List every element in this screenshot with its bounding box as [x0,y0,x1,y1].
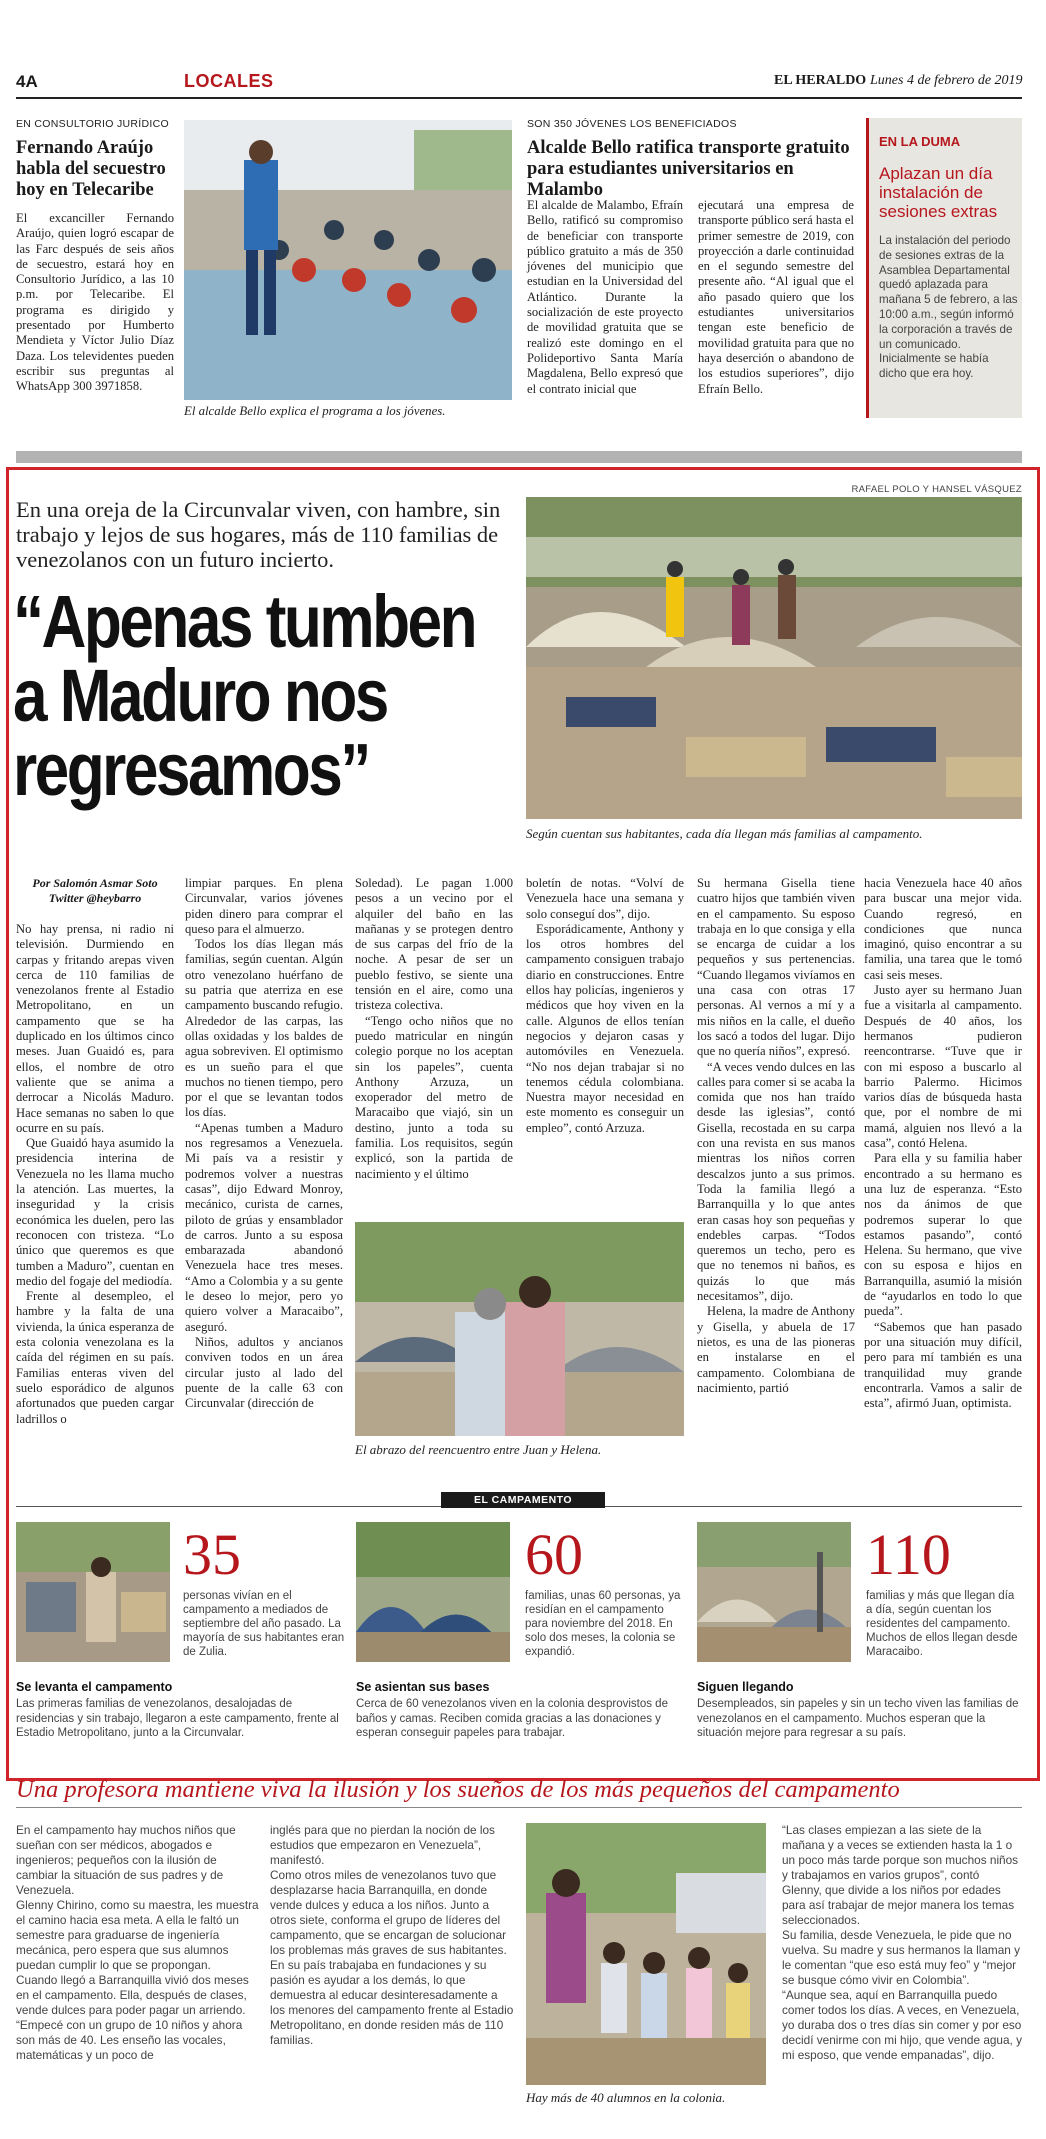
issue-date: Lunes 4 de febrero de 2019 [870,73,1023,88]
feature-col-5 [697,876,855,1396]
lower-col-4: “Las clases empiezan a las siete de la mañana y a veces se extienden hasta la 1 o un poco más tarde porque son muchos niños y trabajamos en varios grupos”, contó Glenny, que divide a los niños por edades para así trabajar de mejor manera los temas seleccionados. Su familia, desde Venezuela, le pide que no vuelva. Su madre y sus hermanos la llaman y le comentan “que eso está muy feo” y “mejor se busque cómo vivir en Colombia”. “Aunque sea, aquí en Barranquilla puedo comer todos los días. A veces, en Venezuela, yo duraba dos o tres días sin comer y por eso decidí venirme con mi hijo, que vende agua, y mi esposo, que vende empanadas”, dijo. [782,1823,1023,2062]
stage-heading-2: Se asientan sus bases [356,1680,490,1694]
paragraph: Frente al desempleo, el hambre y la falta de una vivienda, la única esperanza de esta colonia venezolana es la caída del régimen en su país. Familias enteras viven del suelo esporádico de algunos afortunados que pueden cargar ladrillos o [16,1289,174,1426]
feature-col-3 [355,876,513,1182]
paragraph: “Apenas tumben a Maduro nos regresamos a Venezuela. Mi país va a resistir y podremos volver a nuestras casas”, dijo Edward Monroy, mecánico, curista de carnes, piloto de grúas y ensamblador de carros. Junto a su esposa embarazada abandonó Venezuela hace tres meses. “Amo a Colombia y a su gente le deseo lo mejor, pero yo quiero volver a Maracaibo”, aseguró. [185,1120,343,1334]
brief-kicker: EN CONSULTORIO JURÍDICO [16,118,169,130]
stat-number-2: 60 [525,1522,583,1587]
stat-text-3: familias y más que llegan día a día, según cuentan los residentes del campamento. Muchos de ellos llegan desde Maracaibo. [866,1590,1018,1658]
paragraph: Todos los días llegan más familias, según cuentan. Algún otro venezolano huérfano de su patria que aterriza en ese campamento buscando refugio. Alrededor de las carpas, las ollas oxidadas y los baldes de agua sobreviven. El optimismo es un sueño para el que muchos no tienen tiempo, pero por el que se levantan todos los días. [185,937,343,1120]
photo-reunion-hug [355,1222,684,1436]
paragraph: Soledad). Le pagan 1.000 pesos a un vecino por el alquiler del baño en las mañanas y se protegen dentro de sus carpas del frío de la noche. A pesar de ser un pueblo festivo, se siente una tensión en el aire, como una tristeza colectiva. [355,876,513,1013]
paragraph: limpiar parques. En plena Circunvalar, varios jóvenes piden dinero para comprar el queso para el almuerzo. [185,876,343,936]
transport-col1: El alcalde de Malambo, Efraín Bello, ratificó su compromiso de beneficiar con transporte público gratuito a más de 350 jóvenes del municipio que estudian en la Universidad del Atlántico. Durante la socialización de este proyecto de movilidad gratuita que se realizó este domingo en el Polideportivo Santa María Magdalena, Bello expresó que el contrato inicial que [527,198,683,396]
stage-heading-1: Se levanta el campamento [16,1680,173,1694]
photo-campamento-3 [697,1522,851,1662]
stat-number-3: 110 [866,1522,951,1587]
paragraph: “Sabemos que han pasado por una situación muy difícil, pero para mí también es una tranquilidad muy grande encontrarla. Vamos a salir de esta”, afirmó Juan, optimista. [864,1319,1022,1411]
photo-caption-hug: El abrazo del reencuentro entre Juan y Helena. [355,1442,602,1457]
paragraph: Justo ayer su hermano Juan fue a visitarla al campamento. Después de 40 años, los hermanos pudieron reencontrarse. “Tuve que ir con mi esposo a buscarlo al barrio Palermo. Hicimos varios días de búsqueda hasta que, por el nombre de mi mamá, alguien nos llevó a la casa”, contó Helena. [864,983,1022,1151]
masthead: EL HERALDO [774,73,867,88]
photo-campamento-1 [16,1522,170,1662]
paragraph: boletín de notas. “Volví de Venezuela hace una semana y solo conseguí dos”, dijo. [526,876,684,921]
brief-araujo [16,118,174,395]
paragraph: Esporádicamente, Anthony y los otros hombres del campamento consiguen trabajo diario en construcciones. Entre ellos hay policías, ingenieros y médicos que hoy viven en la calle. Algunos de ellos tenían negocios y dejaron casas y automóviles en Venezuela. “No nos dejan trabajar si no tenemos cédula colombiana. Nuestra mayor necesidad en este momento es conseguir un empleo”, contó Arzuza. [526,921,684,1135]
duma-headline[interactable]: Aplazan un día instalación de sesiones extras [879,164,998,221]
section-divider [16,451,1022,463]
byline-author: Por Salomón Asmar Soto [32,876,158,890]
byline [16,876,174,906]
duma-body: La instalación del periodo de sesiones extras de la Asamblea Departamental quedó aplazada para mañana 5 de febrero, a las 10:00 a.m., según informó la corporación a través de un comunicado. Inicialmente se había dicho que era hoy. [879,234,1018,381]
photo-camp [526,497,1022,819]
lower-col-2: inglés para que no pierdan la noción de los estudios que empezaron en Venezuela”, manifestó. Como otros miles de venezolanos tuvo que desplazarse hacia Barranquilla, en donde vende dulces y educa a los niños. Junto a otros siete, conforma el grupo de líderes del campamento, que se encargan de solucionar los problemas más graves de sus habitantes. En su país trabajaba en fundaciones y su pasión es ayudar a los demás, lo que demuestra al educar desinteresadamente a los menores del campamento frente al Estadio Metropolitano, en donde residen más de 110 familias. [270,1823,514,2047]
paragraph: “Tengo ocho niños que no puedo matricular en ningún colegio porque no los aceptan sin los papeles”, cuenta Anthony Arzuza, un exoperador del metro de Maracaibo que viajó, sin un destino, junto a toda su familia. Los requisitos, según explicó, son la partida de nacimiento y el último [355,1013,513,1181]
photo-caption-camp: Según cuentan sus habitantes, cada día llegan más familias al campamento. [526,826,923,841]
paragraph: hacia Venezuela hace 40 años para buscar una mejor vida. Cuando regresó, en condiciones que nunca imaginó, quiso encontrar a su familia, una tarea que le tomó casi seis meses. [864,876,1022,982]
photo-credit: RAFAEL POLO Y HANSEL VÁSQUEZ [851,484,1022,495]
feature-subhead: En una oreja de la Circunvalar viven, con hambre, sin trabajo y lejos de sus hogares, más de 110 familias de venezolanos con un futuro incierto. [16,497,501,572]
paragraph: Que Guaidó haya asumido la presidencia interina de Venezuela no les llama mucho la atención. Las muertes, la inseguridad y la crisis económica les duelen, pero las reconocen con tristeza. “Lo único que queremos es que tumben a Maduro”, cuentan en medio del fogaje del mediodía. [16,1136,174,1288]
feature-col-6 [864,876,1022,1411]
paragraph: No hay prensa, ni radio ni televisión. Durmiendo en carpas y fritando arepas viven cerca de 110 familias de venezolanos frente al Estadio Metropolitano, en un campamento que se ha duplicado en los últimos cinco meses. Juan Guaidó es, para ellos, el nombre de otro valiente que se anima a derrocar a Nicolás Maduro. Hace semanas no saben lo que ocurre en su país. [16,922,174,1135]
section-name: LOCALES [184,71,274,91]
paragraph: Niños, adultos y ancianos conviven todos en un área circular justo al lado del puente de la calle 63 con Circunvalar (dirección de [185,1334,343,1411]
transport-headline[interactable]: Alcalde Bello ratifica transporte gratuito para estudiantes universitarios en Malambo [527,138,850,200]
stat-text-1: personas vivían en el campamento a mediados de septiembre del año pasado. La mayoría de sus habitantes eran de Zulia. [183,1590,345,1658]
photo-campamento-2 [356,1522,510,1662]
feature-headline[interactable]: “Apenas tumben a Maduro nos regresamos” [13,580,476,811]
photo-mayor-bello [184,120,512,400]
page-number: 4A [16,72,38,91]
paragraph: Helena, la madre de Anthony y Gisella, y abuela de 17 nietos, es una de las pioneras en instalarse en el campamento. Colombiana de nacimiento, partió [697,1304,855,1395]
stat-number-1: 35 [183,1522,241,1587]
lower-headline-rule [16,1807,1022,1808]
photo-caption-mayor: El alcalde Bello explica el programa a los jóvenes. [184,404,446,418]
feature-col-2 [185,876,343,1411]
duma-kicker: EN LA DUMA [879,134,961,149]
paragraph: “A veces vendo dulces en las calles para comer si se acaba la comida que nos han traído desde las iglesias”, contó Gisella, recostada en su carpa con una revista en sus manos mientras los niños corren descalzos junto a sus primos. Toda la familia llegó a Barranquilla y lo que antes eran casas hoy son pequeñas y endebles carpas. “Todos queremos un techo, pero es que no tenemos ni baños, es quizás lo que más necesitamos”, dijo. [697,1059,855,1304]
stage-heading-3: Siguen llegando [697,1680,794,1694]
header-rule [16,97,1022,99]
feature-col-4 [526,876,684,1136]
campamento-label: EL CAMPAMENTO [441,1492,605,1508]
stage-body-2: Cerca de 60 venezolanos viven en la colonia desprovistos de baños y camas. Reciben comida gracias a las donaciones y esperan conseguir papeles para trabajar. [356,1698,668,1739]
feature-col-1 [16,922,174,1427]
paragraph: Su hermana Gisella tiene cuatro hijos que también viven en el campamento. Su esposo trabaja en lo que consiga y ella se encarga de cuidar a los pequeños y sus pertenencias. “Cuando llegamos vivíamos en una casa con otras 17 personas. Al vernos a mí y a mis niños en la calle, el dueño los sacó a todos del lugar. Dijo que no quería niños”, expresó. [697,876,855,1059]
brief-headline[interactable]: Fernando Araújo habla del secuestro hoy en Telecaribe [16,138,166,200]
lower-col-1: En el campamento hay muchos niños que sueñan con ser médicos, abogados e ingenieros; pequeños con la ilusión de cambiar la situación de sus padres y de Venezuela. Glenny Chirino, como su maestra, les muestra el camino hacia esa meta. A ella le faltó un semestre para graduarse de ingeniería mecánica, pero espera que sus alumnos puedan cumplir lo que se propongan. Cuando llegó a Barranquilla vivió dos meses en el campamento. Ella, después de clases, vende dulces para poder pagar un arriendo. “Empecé con un grupo de 10 niños y ahora son más de 40. Les enseño las vocales, matemáticas y un poco de [16,1823,259,2062]
article-transport [527,118,854,201]
lower-headline[interactable]: Una profesora mantiene viva la ilusión y los sueños de los más pequeños del campamento [16,1776,900,1803]
page-header [16,70,1022,98]
stage-body-3: Desempleados, sin papeles y sin un techo viven las familias de venezolanos en el campamento. Muchos esperan que la situación mejore para regresar a su país. [697,1698,1019,1739]
stat-text-2: familias, unas 60 personas, ya residían en el campamento para noviembre del 2018. En solo dos meses, la colonia se expandió. [525,1590,681,1658]
transport-col2: ejecutará una empresa de transporte público será hasta el primer semestre de 2019, con proyección a darle continuidad en el segundo semestre del presente año. “Al igual que el año pasado quiero que los estudiantes universitarios tengan este beneficio de movilidad gratuita para que no haya deserción o abandono de los estudios superiores”, dijo Efraín Bello. [698,198,854,396]
sidebar-duma [866,118,1022,418]
byline-twitter[interactable]: Twitter @heybarro [48,891,142,905]
photo-teacher-kids [526,1823,766,2085]
photo-caption-teacher: Hay más de 40 alumnos en la colonia. [526,2090,726,2105]
paragraph: Para ella y su familia haber encontrado a su hermano es una luz de esperanza. “Esto nos da ánimos de que podremos superar lo que estamos pasando”, contó Helena. Su hermano, que vive con su esposa e hijos en Barranquilla, asumió la misión de “ayudarlos en todo lo que pueda”. [864,1151,1022,1319]
stage-body-1: Las primeras familias de venezolanos, desalojadas de residencias y sin trabajo, llegaron a este campamento, frente al Estadio Metropolitano, junto a la Circunvalar. [16,1698,339,1739]
transport-kicker: SON 350 JÓVENES LOS BENEFICIADOS [527,118,737,130]
brief-body: El excanciller Fernando Araújo, quien logró escapar de las Farc después de seis años de secuestro, estará hoy en Consultorio Jurídico, a las 10 p.m. por Telecaribe. El programa es dirigido y presentado por Humberto Mendieta y Víctor Julio Díaz Daza. Los televidentes pueden escribir sus preguntas al WhatsApp 300 3971858. [16,211,174,394]
